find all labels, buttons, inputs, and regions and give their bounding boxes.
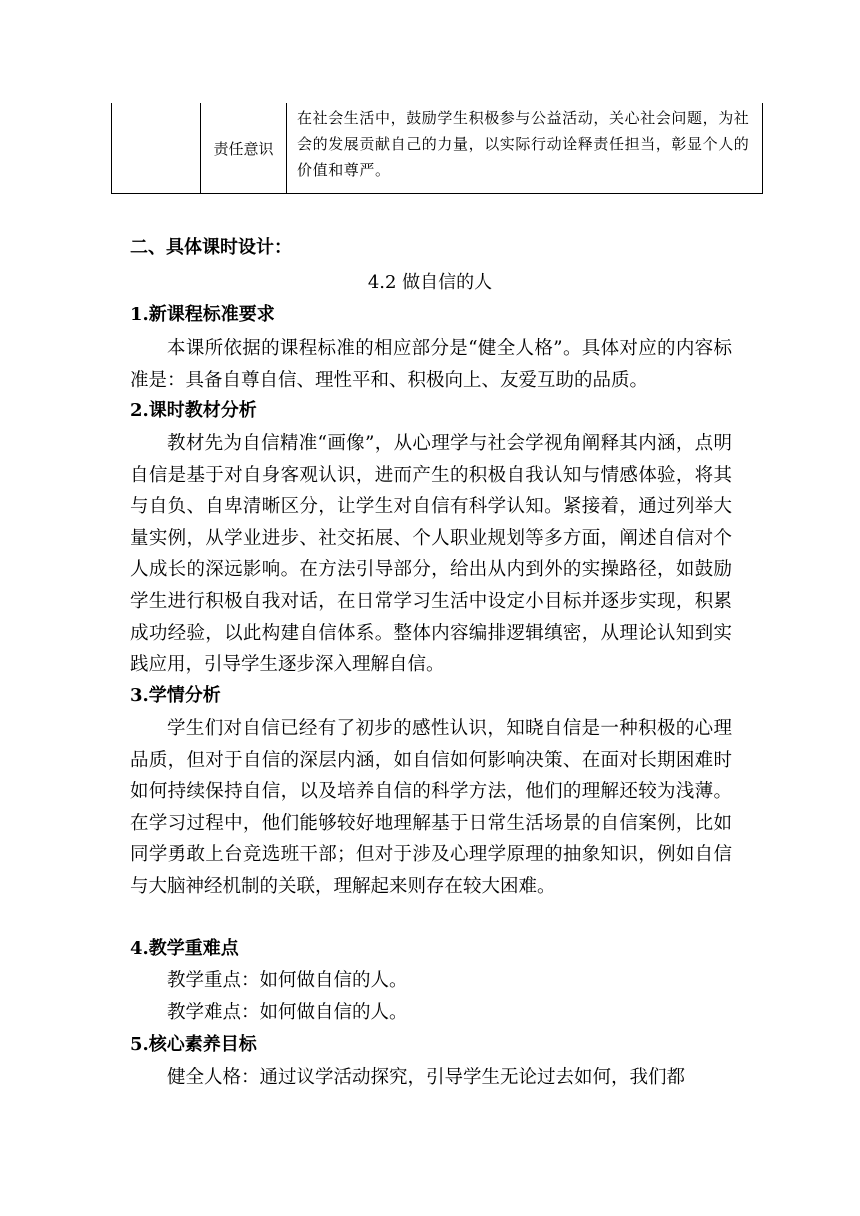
student-analysis-paragraph: 学生们对自信已经有了初步的感性认识，知晓自信是一种积极的心理品质，但对于自信的深层内涵，如自信如何影响决策、在面对长期困难时如何持续保持自信，以及培养自信的科学方法，他们的理解还较为浅薄。在学习过程中，他们能够较好地理解基于日常生活场景的自信案例，比如同学勇敢上台竞选班干部；但对于涉及心理学原理的抽象知识，例如自信与大脑神经机制的关联，理解起来则存在较大困难。: [130, 718, 732, 897]
table-empty-cell: [112, 103, 201, 193]
textbook-analysis-paragraph: 教材先为自信精准“画像”，从心理学与社会学视角阐释其内涵，点明自信是基于对自身客观认识，进而产生的积极自我认知与情感体验，将其与自负、自卑清晰区分，让学生对自信有科学认知。紧接着，通过列举大量实例，从学业进步、社交拓展、个人职业规划等多方面，阐述自信对个人成长的深远影响。在方法引导部分，给出从内到外的实操路径，如鼓励学生进行积极自我对话，在日常学习生活中设定小目标并逐步实现，积累成功经验，以此构建自信体系。整体内容编排逻辑缜密，从理论认知到实践应用，引导学生逐步深入理解自信。: [130, 433, 732, 676]
table-label-cell: 责任意识: [201, 103, 287, 193]
student-analysis-heading: 3.学情分析: [130, 685, 221, 706]
core-literacy-paragraph: 健全人格：通过议学活动探究，引导学生无论过去如何，我们都: [167, 1067, 686, 1088]
standard-paragraph: 本课所依据的课程标准的相应部分是“健全人格”。具体对应的内容标准是：具备自尊自信、理性平和、积极向上、友爱互助的品质。: [130, 338, 732, 391]
lesson-title: 4.2 做自信的人: [367, 272, 493, 293]
key-point-line: 教学重点：如何做自信的人。: [167, 970, 408, 991]
core-literacy-heading: 5.核心素养目标: [130, 1034, 257, 1055]
textbook-analysis-heading: 2.课时教材分析: [130, 400, 257, 421]
difficult-point-line: 教学难点：如何做自信的人。: [167, 1002, 408, 1023]
table-description-cell: 在社会生活中，鼓励学生积极参与公益活动，关心社会问题，为社会的发展贡献自己的力量，以实际行动诠释责任担当，彰显个人的价值和尊严。: [297, 109, 750, 179]
key-points-heading: 4.教学重难点: [130, 938, 239, 959]
section-heading: 二、具体课时设计：: [130, 237, 292, 258]
standard-heading: 1.新课程标准要求: [130, 304, 275, 325]
literacy-table: [111, 103, 763, 194]
